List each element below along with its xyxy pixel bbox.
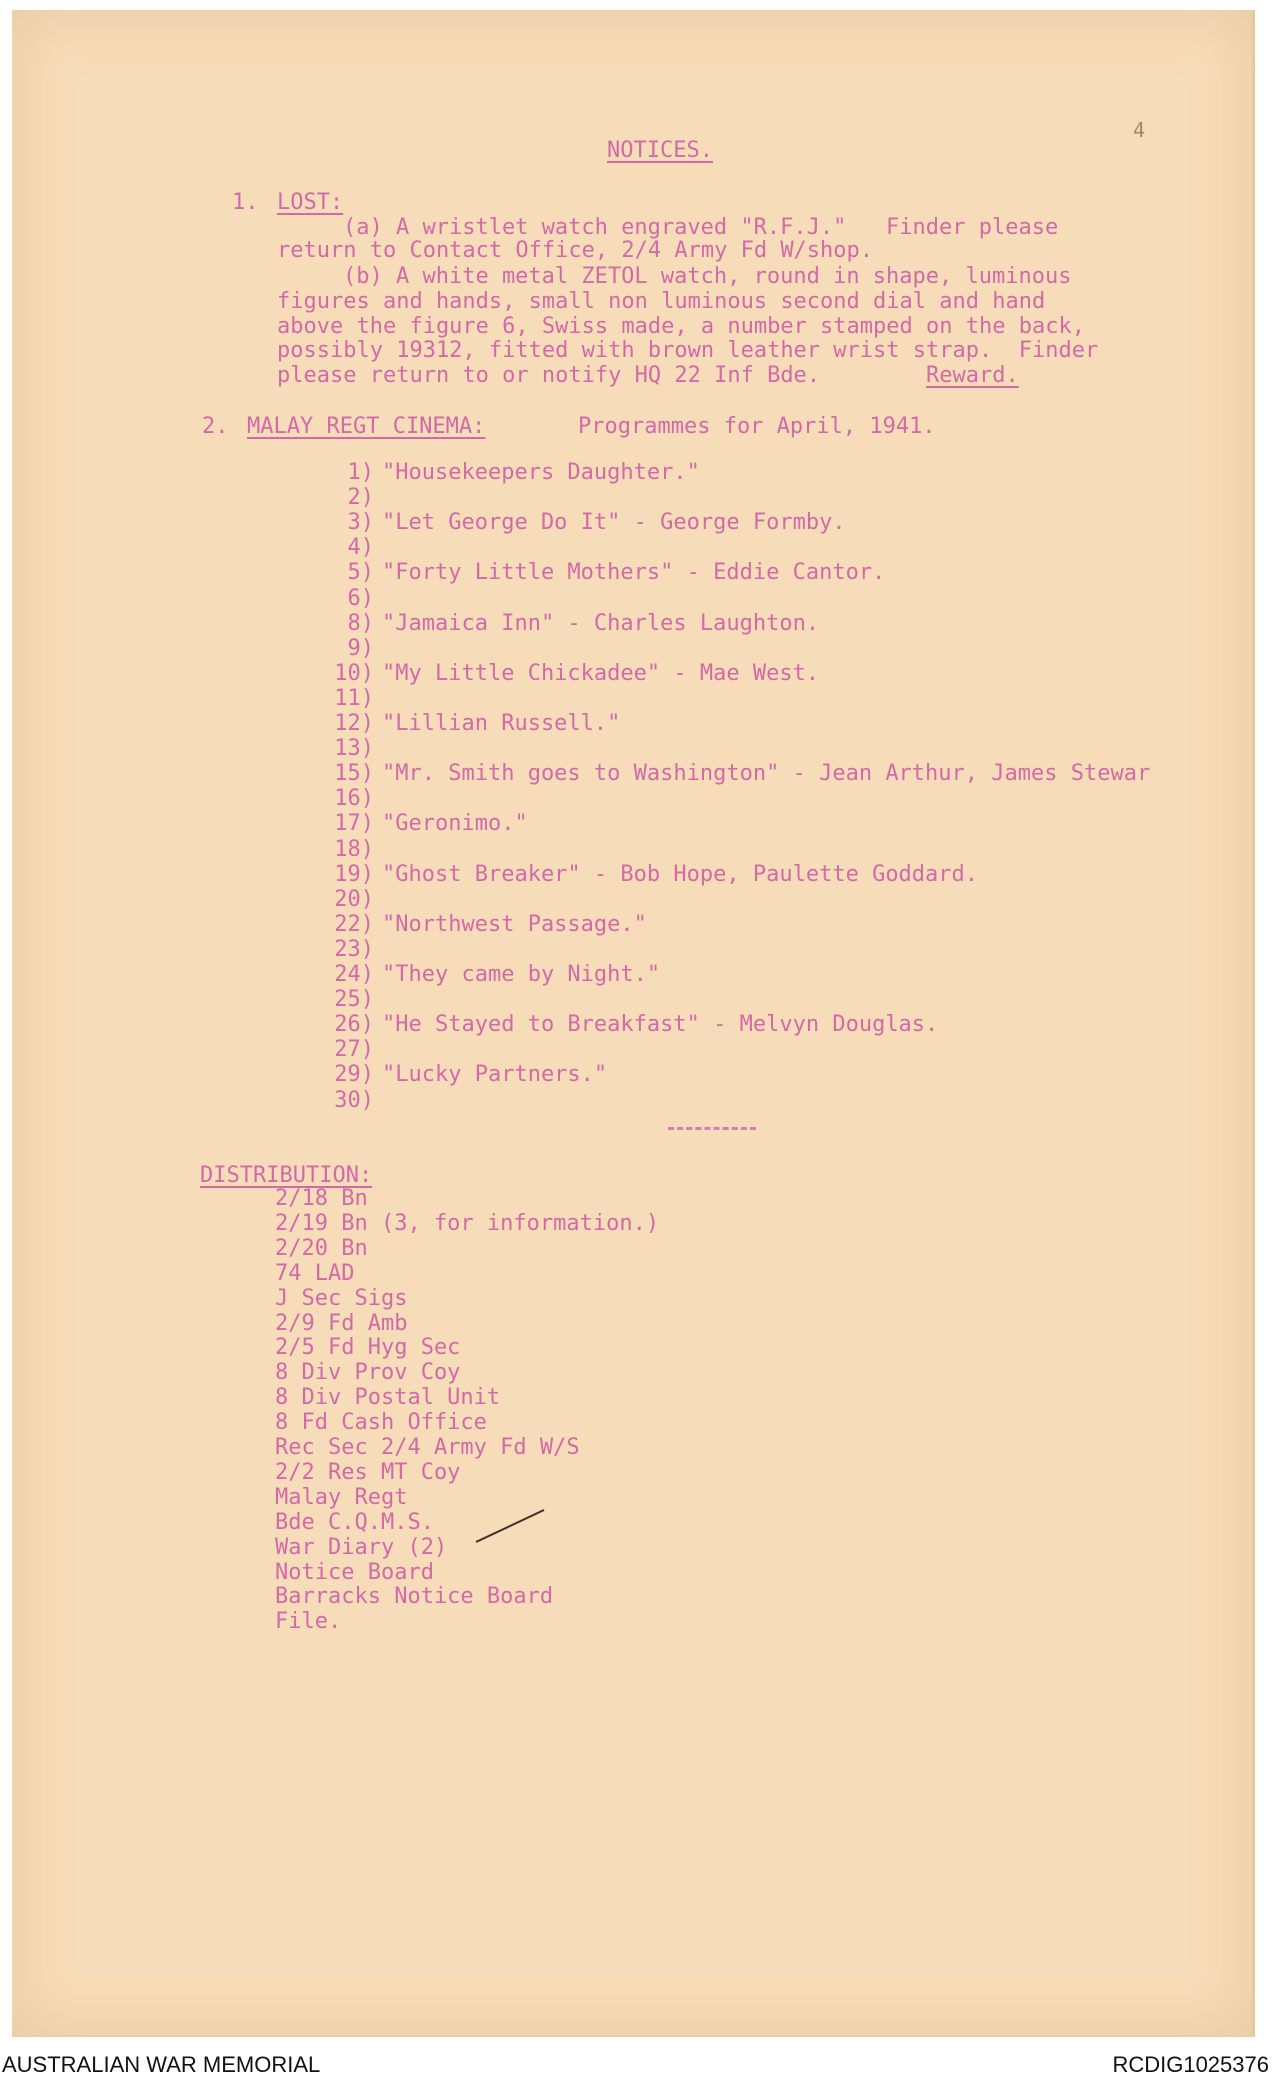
distribution-item: 2/18 Bn bbox=[275, 1186, 368, 1211]
programme-day: 23) bbox=[334, 936, 374, 962]
programme-title: "Mr. Smith goes to Washington" - Jean Arthur, James Stewar bbox=[382, 761, 1151, 787]
programme-row bbox=[318, 964, 660, 986]
distribution-item: 2/5 Fd Hyg Sec bbox=[275, 1335, 461, 1361]
distribution-item: 8 Div Postal Unit bbox=[275, 1385, 501, 1411]
programme-day: 27) bbox=[334, 1037, 374, 1063]
programme-row bbox=[318, 861, 979, 887]
programme-day: 25) bbox=[334, 987, 374, 1013]
programme-row bbox=[318, 813, 528, 835]
cinema-subheading: Programmes for April, 1941. bbox=[578, 414, 936, 439]
distribution-item: 8 Div Prov Coy bbox=[275, 1360, 461, 1386]
programme-row bbox=[318, 512, 846, 534]
distribution-item: Notice Board bbox=[275, 1559, 434, 1585]
distribution-item: 2/20 Bn bbox=[275, 1235, 368, 1261]
distribution-item: 2/2 Res MT Coy bbox=[275, 1459, 461, 1485]
programme-row bbox=[318, 911, 647, 937]
distribution-item: 8 Fd Cash Office bbox=[275, 1410, 487, 1436]
programme-day: 4) bbox=[347, 535, 374, 561]
programme-day: 26) bbox=[334, 1012, 374, 1038]
lost-line: above the figure 6, Swiss made, a number stamped on the back, bbox=[277, 314, 1085, 339]
cinema-number: 2. bbox=[202, 414, 229, 439]
programme-day: 18) bbox=[334, 836, 374, 862]
programme-row bbox=[318, 562, 885, 584]
programme-row bbox=[318, 462, 700, 484]
programme-title: "Lillian Russell." bbox=[382, 711, 621, 736]
programme-title: "Let George Do It" - George Formby. bbox=[382, 510, 846, 536]
programme-row bbox=[318, 1087, 382, 1113]
programme-row bbox=[318, 1064, 607, 1086]
programme-title: "My Little Chickadee" - Mae West. bbox=[382, 660, 820, 686]
programme-day: 6) bbox=[347, 585, 374, 611]
lost-line: (a) A wristlet watch engraved "R.F.J." Finder please bbox=[343, 215, 1059, 240]
programme-row bbox=[318, 585, 382, 611]
distribution-item: Rec Sec 2/4 Army Fd W/S bbox=[275, 1435, 580, 1460]
programme-day: 2) bbox=[347, 485, 374, 511]
separator-dashes bbox=[668, 1127, 756, 1130]
programme-row bbox=[318, 487, 382, 509]
programme-row bbox=[318, 989, 382, 1011]
programme-day: 5) bbox=[347, 560, 374, 586]
distribution-item: Malay Regt bbox=[275, 1484, 408, 1510]
programme-row bbox=[318, 788, 382, 810]
document-title: NOTICES. bbox=[607, 138, 713, 163]
programme-day: 17) bbox=[334, 811, 374, 837]
programme-day: 1) bbox=[347, 460, 374, 485]
programme-row bbox=[318, 635, 382, 661]
programme-day: 30) bbox=[334, 1087, 374, 1113]
lost-line: figures and hands, small non luminous second dial and hand bbox=[277, 289, 1046, 314]
programme-row bbox=[318, 763, 1150, 785]
programme-title: "Forty Little Mothers" - Eddie Cantor. bbox=[382, 560, 886, 586]
programme-day: 29) bbox=[334, 1062, 374, 1088]
distribution-item: 2/9 Fd Amb bbox=[275, 1310, 408, 1336]
programme-day: 10) bbox=[334, 660, 374, 686]
footer-left: AUSTRALIAN WAR MEMORIAL bbox=[2, 2052, 321, 2077]
lost-line: (b) A white metal ZETOL watch, round in shape, luminous bbox=[343, 264, 1072, 289]
distribution-item: Bde C.Q.M.S. bbox=[275, 1509, 434, 1535]
programme-row bbox=[318, 610, 820, 636]
corner-mark: 4 bbox=[1133, 118, 1146, 142]
lost-line: possibly 19312, fitted with brown leather wrist strap. Finder bbox=[277, 338, 1099, 363]
programme-day: 16) bbox=[334, 786, 374, 812]
distribution-item: Barracks Notice Board bbox=[275, 1584, 554, 1610]
programme-day: 24) bbox=[334, 962, 374, 987]
programme-title: "They came by Night." bbox=[382, 962, 661, 987]
lost-number: 1. bbox=[232, 190, 259, 215]
programme-day: 3) bbox=[347, 510, 374, 536]
distribution-item: File. bbox=[275, 1609, 342, 1635]
programme-day: 11) bbox=[334, 685, 374, 711]
programme-day: 22) bbox=[334, 911, 374, 937]
distribution-item: 2/19 Bn (3, for information.) bbox=[275, 1210, 660, 1236]
programme-row bbox=[318, 685, 382, 711]
programme-day: 20) bbox=[334, 886, 374, 912]
programme-row bbox=[318, 537, 382, 559]
programme-day: 12) bbox=[334, 711, 374, 736]
lost-line: please return to or notify HQ 22 Inf Bde. bbox=[277, 363, 821, 388]
programme-title: "Geronimo." bbox=[382, 811, 528, 837]
distribution-item: War Diary (2) bbox=[275, 1534, 448, 1560]
distribution-heading: DISTRIBUTION: bbox=[200, 1163, 373, 1188]
programme-row bbox=[318, 836, 382, 862]
programme-day: 13) bbox=[334, 736, 374, 762]
programme-day: 19) bbox=[334, 861, 374, 887]
programme-row bbox=[318, 738, 382, 760]
programme-row bbox=[318, 1039, 382, 1061]
programme-title: "Ghost Breaker" - Bob Hope, Paulette Goddard. bbox=[382, 861, 979, 887]
programme-day: 9) bbox=[347, 635, 374, 661]
lost-reward: Reward. bbox=[926, 363, 1019, 388]
footer-right: RCDIG1025376 bbox=[1112, 2052, 1269, 2077]
programme-row bbox=[318, 660, 820, 686]
lost-heading: LOST: bbox=[277, 190, 344, 215]
programme-row bbox=[318, 886, 382, 912]
programme-title: "He Stayed to Breakfast" - Melvyn Douglas. bbox=[382, 1012, 939, 1038]
distribution-item: 74 LAD bbox=[275, 1260, 355, 1286]
lost-line: return to Contact Office, 2/4 Army Fd W/shop. bbox=[277, 238, 874, 263]
programme-title: "Jamaica Inn" - Charles Laughton. bbox=[382, 610, 820, 636]
programme-day: 15) bbox=[334, 761, 374, 787]
programme-title: "Housekeepers Daughter." bbox=[382, 460, 700, 485]
programme-row bbox=[318, 713, 620, 735]
distribution-item: J Sec Sigs bbox=[275, 1285, 408, 1311]
programme-row bbox=[318, 936, 382, 962]
programme-title: "Lucky Partners." bbox=[382, 1062, 608, 1088]
pencil-tick-mark bbox=[470, 1506, 550, 1546]
programme-day: 8) bbox=[347, 610, 374, 636]
programme-title: "Northwest Passage." bbox=[382, 911, 647, 937]
programme-row bbox=[318, 1014, 938, 1036]
cinema-heading: MALAY REGT CINEMA: bbox=[247, 414, 486, 439]
